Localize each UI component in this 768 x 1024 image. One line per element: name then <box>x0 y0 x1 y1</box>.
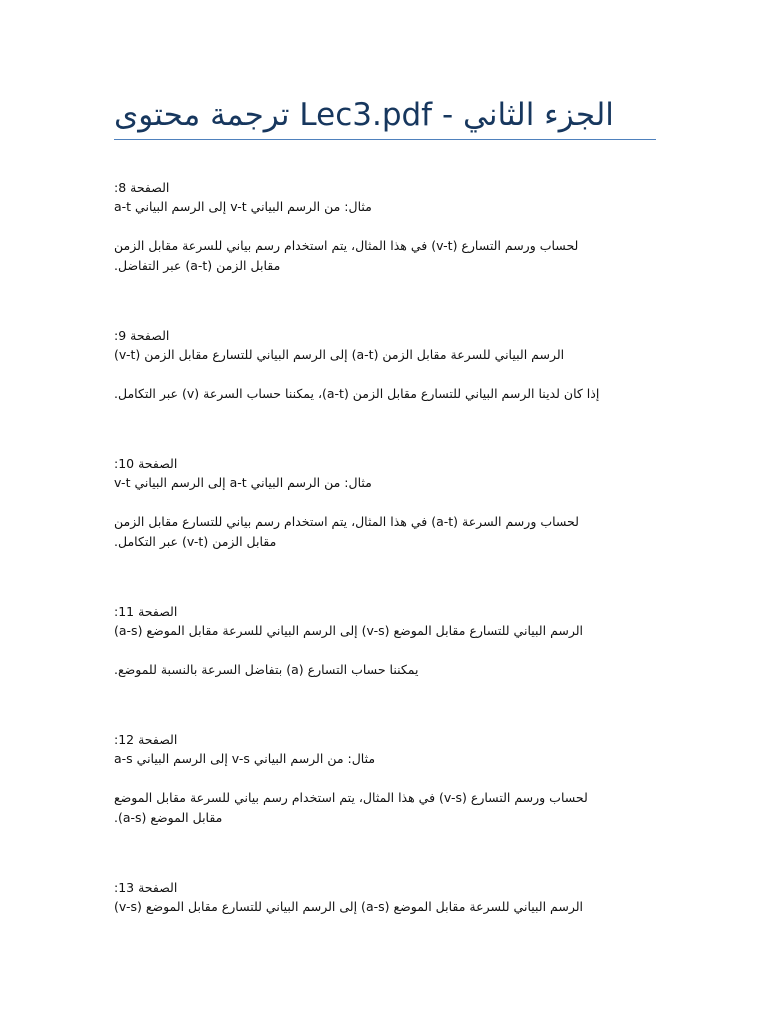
section-heading-page-13: الصفحة 13: <box>114 880 178 895</box>
section-heading-page-12: الصفحة 12: <box>114 732 178 747</box>
section-subheading-page-10: مثال: من الرسم البياني a-t إلى الرسم البياني v-t <box>114 475 372 490</box>
section-body-line: يمكننا حساب التسارع (a) بتفاضل السرعة بالنسبة للموضع. <box>114 662 419 677</box>
section-heading-page-9: الصفحة 9: <box>114 328 170 343</box>
section-subheading-page-8: مثال: من الرسم البياني v-t إلى الرسم البياني a-t <box>114 199 372 214</box>
section-subheading-page-11: الرسم البياني للتسارع مقابل الموضع (v-s) إلى الرسم البياني للسرعة مقابل الموضع (a-s) <box>114 623 584 638</box>
section-body-line: لحساب ورسم التسارع (v-t) في هذا المثال، يتم استخدام رسم بياني للسرعة مقابل الزمن <box>114 238 579 253</box>
title-underline <box>114 139 656 140</box>
section-body-line: مقابل الموضع (a-s). <box>114 810 223 825</box>
section-body-line: إذا كان لدينا الرسم البياني للتسارع مقابل الزمن (a-t)، يمكننا حساب السرعة (v) عبر التكامل. <box>114 386 600 401</box>
document-page <box>114 0 656 1024</box>
section-body-line: لحساب ورسم السرعة (a-t) في هذا المثال، يتم استخدام رسم بياني للتسارع مقابل الزمن <box>114 514 579 529</box>
section-body-line: مقابل الزمن (v-t) عبر التكامل. <box>114 534 277 549</box>
section-subheading-page-12: مثال: من الرسم البياني v-s إلى الرسم البياني a-s <box>114 751 376 766</box>
section-heading-page-8: الصفحة 8: <box>114 180 170 195</box>
section-heading-page-11: الصفحة 11: <box>114 604 178 619</box>
section-subheading-page-9: الرسم البياني للسرعة مقابل الزمن (a-t) إلى الرسم البياني للتسارع مقابل الزمن (v-t) <box>114 347 565 362</box>
section-body-line: لحساب ورسم التسارع (v-s) في هذا المثال، يتم استخدام رسم بياني للسرعة مقابل الموضع <box>114 790 588 805</box>
document-title: ترجمة محتوى Lec3.pdf - الجزء الثاني <box>114 97 614 133</box>
section-subheading-page-13: الرسم البياني للسرعة مقابل الموضع (a-s) إلى الرسم البياني للتسارع مقابل الموضع (v-s) <box>114 899 584 914</box>
section-body-line: مقابل الزمن (a-t) عبر التفاضل. <box>114 258 281 273</box>
section-heading-page-10: الصفحة 10: <box>114 456 178 471</box>
